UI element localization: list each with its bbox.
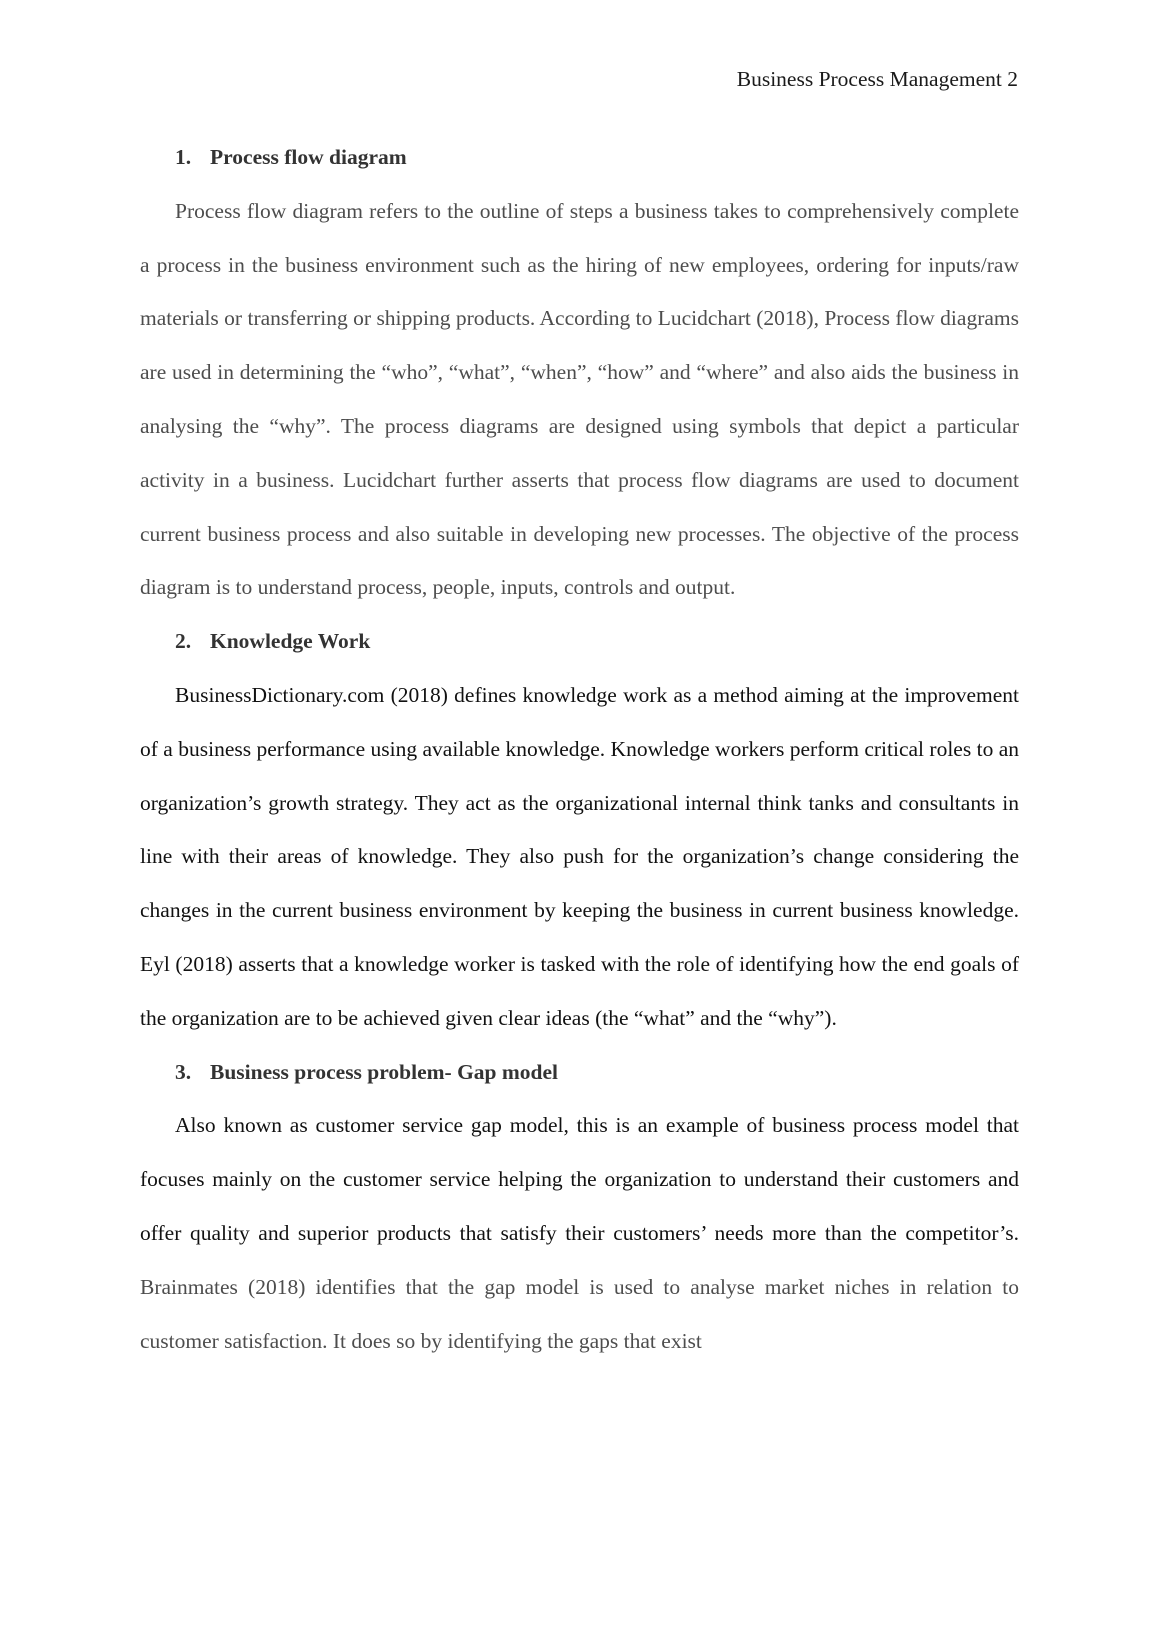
section-heading-knowledge-work [140,615,1019,669]
section-number: 2. [175,629,192,654]
paragraph-gap-model-part2: Brainmates (2018) identifies that the gap model is used to analyse market niches in relation to customer satisfaction. It does so by identifying the gaps that exist [140,1274,1019,1353]
paragraph-gap-model-part1: Also known as customer service gap model, this is an example of business process model that focuses mainly on the customer service helping the organization to understand their customers and offer quality and superior products that satisfy their customers’ needs more than the competitor’s. [140,1113,1019,1245]
section-heading-process-flow [140,131,1019,185]
paragraph-gap-model [140,1099,1019,1368]
section-number: 3. [175,1059,192,1084]
paragraph-process-flow: Process flow diagram refers to the outline of steps a business takes to comprehensively complete a process in the business environment such as the hiring of new employees, ordering for inputs/raw materials or transferring or shipping products. According to Lucidchart (2018), Process flow diagrams are used in determining the “who”, “what”, “when”, “how” and “where” and also aids the business in analysing the “why”. The process diagrams are designed using symbols that depict a particular activity in a business. Lucidchart further asserts that process flow diagrams are used to document current business process and also suitable in developing new processes. The objective of the process diagram is to understand process, people, inputs, controls and output. [140,198,1019,600]
section-title: Business process problem- Gap model [210,1059,559,1084]
document-body [140,131,1019,1368]
running-head: Business Process Management 2 [736,67,1018,91]
section-number: 1. [175,145,192,169]
section-heading-gap-model [140,1046,1019,1100]
section-title: Process flow diagram [210,145,407,169]
section-title: Knowledge Work [210,629,371,654]
paragraph-knowledge-work: BusinessDictionary.com (2018) defines knowledge work as a method aiming at the improvement of a business performance using available knowledge. Knowledge workers perform critical roles to an organization’s growth strategy. They act as the organizational internal think tanks and consultants in line with their areas of knowledge. They also push for the organization’s change considering the changes in the current business environment by keeping the business in current business knowledge. Eyl (2018) asserts that a knowledge worker is tasked with the role of identifying how the end goals of the organization are to be achieved given clear ideas (the “what” and the “why”). [140,682,1019,1030]
